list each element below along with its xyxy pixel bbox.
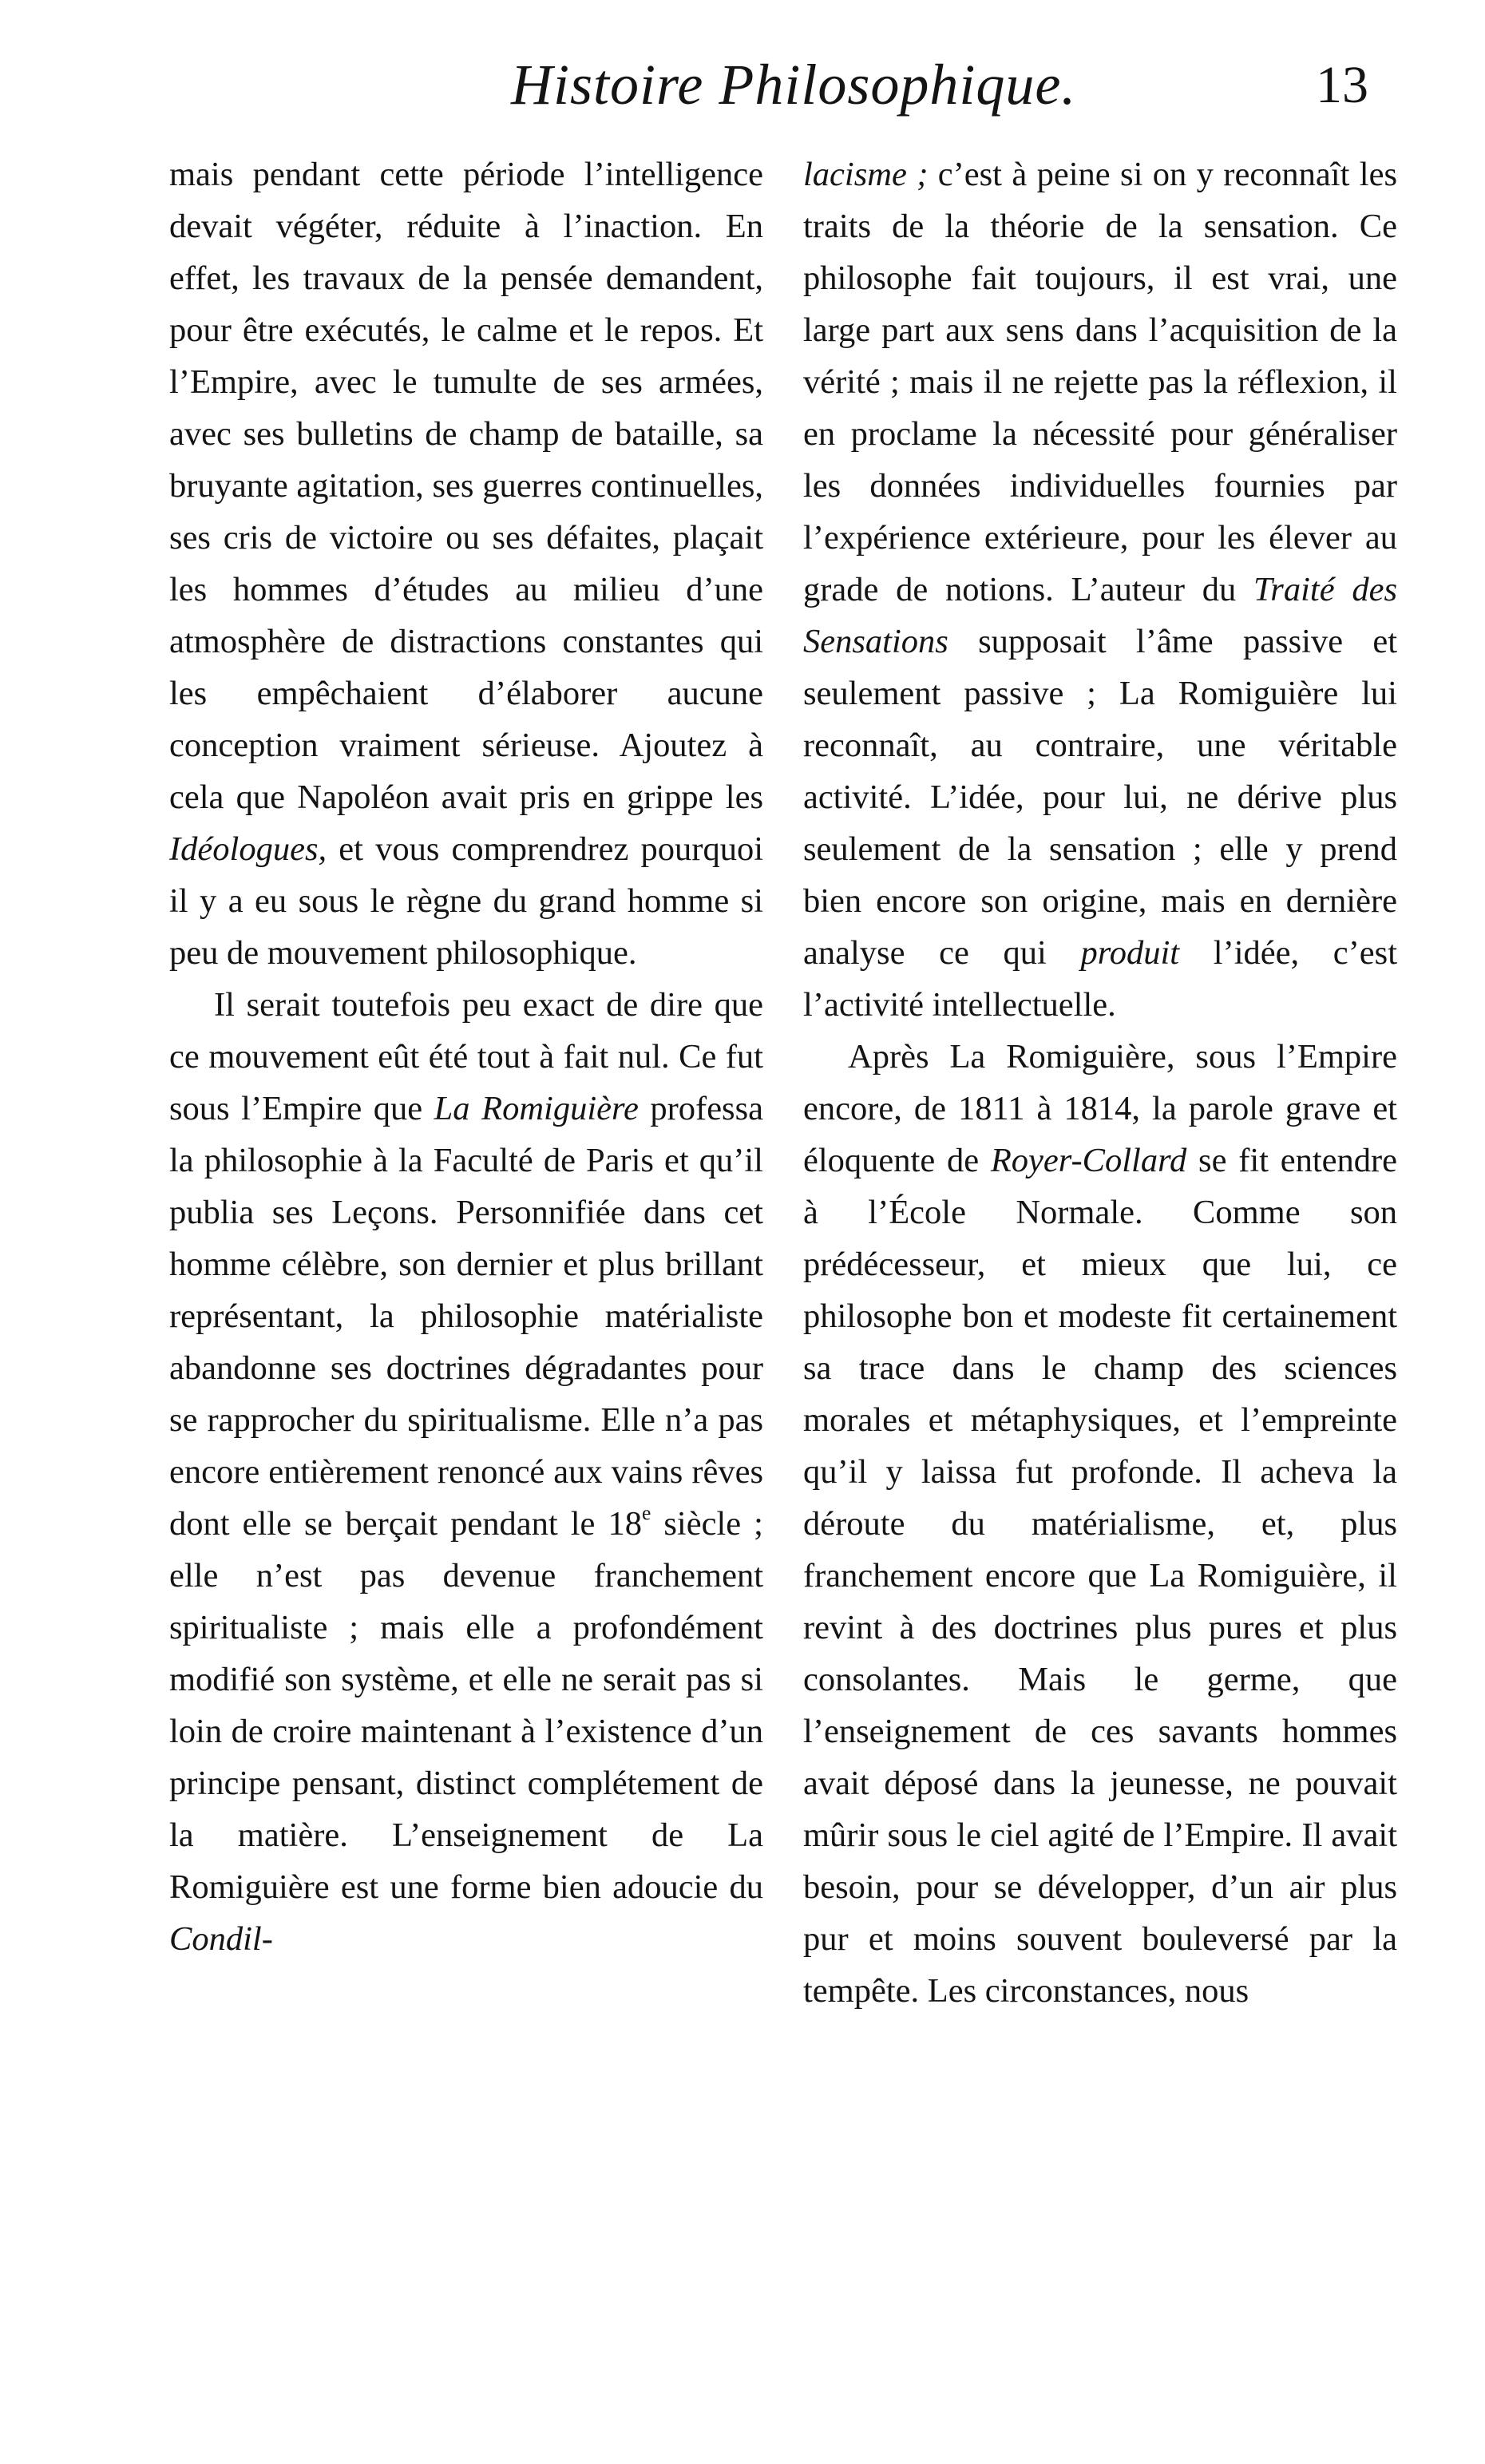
right-paragraph-1: [803, 149, 1397, 1031]
running-title: Histoire Philosophique.: [511, 53, 1077, 117]
left-p2-superscript: e: [641, 1500, 651, 1524]
right-p2-b: se fit entendre à l’École Normale. Comme son prédécesseur, et mieux que lui, ce philosophe bon et modeste fit certainement sa trace dans le champ des sciences morales et métaphysiques, et l’empreinte qu’il y laissa fut profonde. Il acheva la déroute du matérialisme, et, plus franchement encore que La Romiguière, il revint à des doctrines plus pures et plus consolantes. Mais le germe, que l’enseignement de ces savants hommes avait déposé dans la jeunesse, ne pouvait mûrir sous le ciel agité de l’Empire. Il avait besoin, pour se développer, d’un air plus pur et moins souvent bouleversé par la tempête. Les circonstances, nous: [803, 1142, 1398, 2010]
left-p1-text: mais pendant cette période l’intelligence devait végéter, réduite à l’inaction. En effet, les travaux de la pensée demandent, pour être exécutés, le calme et le repos. Et l’Empire, avec le tumulte de ses armées, avec ses bulletins de champ de bataille, sa bruyante agitation, ses guerres continuelles, ses cris de victoire ou ses défaites, plaçait les hommes d’études au milieu d’une atmosphère de distractions constantes qui les empêchaient d’élaborer aucune conception vraiment sérieuse. Ajoutez à cela que Napoléon avait pris en grippe les: [169, 156, 763, 816]
left-paragraph-2: [169, 979, 763, 1965]
right-paragraph-2: [803, 1031, 1397, 2017]
left-p1-italic: Idéologues,: [169, 830, 327, 868]
right-p1-italic-start: lacisme ;: [803, 156, 929, 193]
right-p1-italic-produit: produit: [1080, 934, 1180, 972]
left-p2-italic: La Romiguière: [434, 1090, 639, 1127]
left-p2-end: siècle ; elle n’est pas devenue franchement spiritualiste ; mais elle a profondément modifié son système, et elle ne serait pas si loin de croire maintenant à l’existence d’un principe pensant, distinct complétement de la matière. L’enseignement de La Romiguière est une forme bien adoucie du: [169, 1505, 763, 1906]
right-p1-c: l’idée, c’est l’activité intellectuelle.: [803, 934, 1397, 1024]
page-number: 13: [1316, 56, 1368, 114]
right-p2-a: Après La Romiguière, sous l’Empire encore, de 1811 à 1814, la parole grave et éloquente de: [803, 1038, 1397, 1179]
right-p1-italic-title: Traité des Sensations: [803, 571, 1397, 660]
left-p2-mid: professa la philosophie à la Faculté de Paris et qu’il publia ses Leçons. Personnifiée dans cet homme célèbre, son dernier et plus brillant représentant, la philosophie matérialiste abandonne ses doctrines dégradantes pour se rapprocher du spiritualisme. Elle n’a pas encore entièrement renoncé aux vains rêves dont elle se berçait pendant le 18: [169, 1090, 764, 1543]
right-p1-b: supposait l’âme passive et seulement passive ; La Romiguière lui reconnaît, au contraire, une véritable activité. L’idée, pour lui, ne dérive plus seulement de la sensation ; elle y prend bien encore son origine, mais en dernière analyse ce qui: [803, 623, 1398, 972]
right-column: [803, 149, 1397, 2017]
left-column: [169, 149, 763, 1965]
right-p2-italic: Royer-Collard: [990, 1142, 1187, 1179]
left-p2-start: Il serait toutefois peu exact de dire que ce mouvement eût été tout à fait nul. Ce fut sous l’Empire que: [169, 986, 763, 1127]
left-paragraph-1: [169, 149, 763, 979]
left-p2-italic-end: Condil-: [169, 1920, 273, 1958]
left-p1-end: et vous comprendrez pourquoi il y a eu sous le règne du grand homme si peu de mouvement philosophique.: [169, 830, 764, 972]
right-p1-a: c’est à peine si on y reconnaît les traits de la théorie de la sensation. Ce philosophe fait toujours, il est vrai, une large part aux sens dans l’acquisition de la vérité ; mais il ne rejette pas la réflexion, il en proclame la nécessité pour généraliser les données individuelles fournies par l’expérience extérieure, pour les élever au grade de notions. L’auteur du: [803, 156, 1398, 608]
